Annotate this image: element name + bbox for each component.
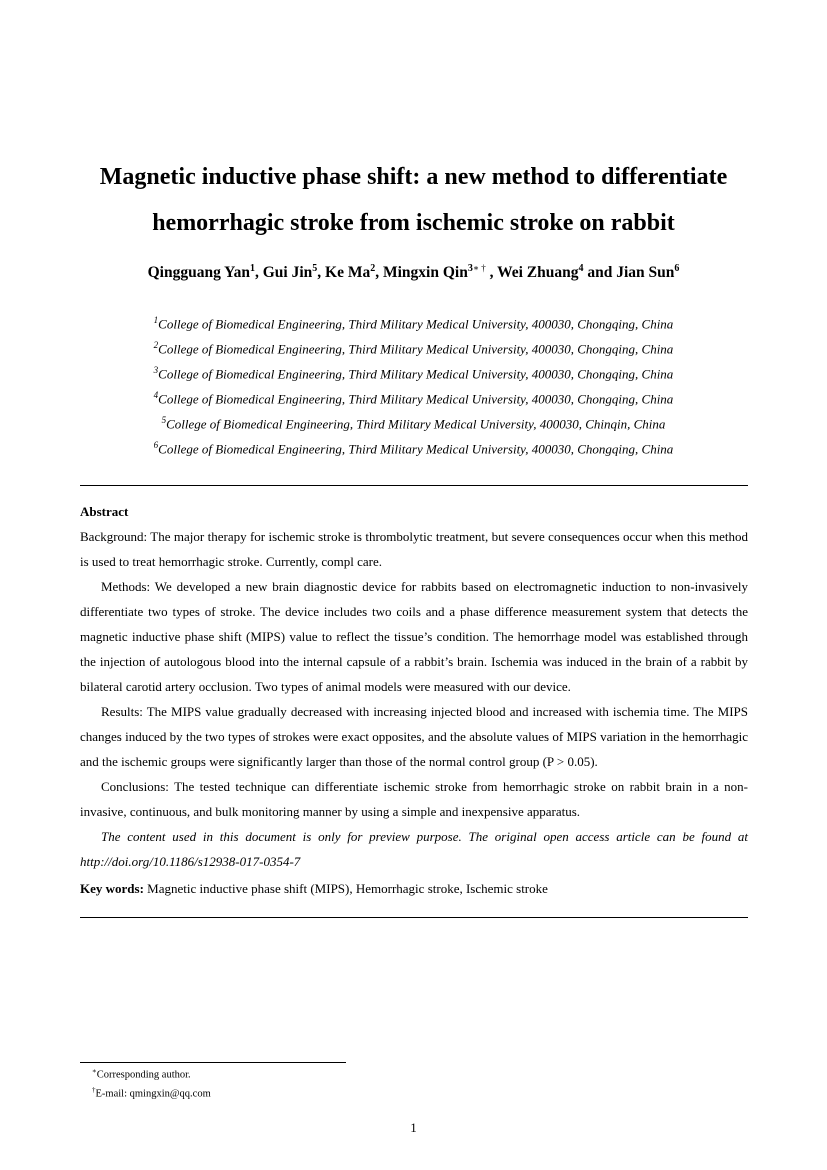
author-separator: , bbox=[375, 264, 383, 282]
affiliation bbox=[60, 436, 767, 461]
author-separator: and bbox=[583, 264, 617, 282]
affiliation-text: College of Biomedical Engineering, Third Military Medical University, 400030, Chinqin, China bbox=[166, 416, 666, 432]
abstract-background: Background: The major therapy for ischemic stroke is thrombolytic treatment, but severe consequences occur when this method is used to treat hemorrhagic stroke. Currently, compl care. bbox=[80, 529, 748, 569]
author-name: Gui Jin bbox=[262, 264, 313, 282]
footnote bbox=[92, 1064, 211, 1083]
author-affiliation-number: 5 bbox=[312, 263, 318, 274]
author-affiliation-number: 6 bbox=[674, 263, 680, 274]
abstract-heading: Abstract bbox=[80, 504, 129, 519]
abstract-top-rule bbox=[80, 485, 748, 486]
author-separator: , bbox=[485, 264, 498, 282]
footnote-text: E-mail: qmingxin@qq.com bbox=[95, 1088, 211, 1099]
footnote-mark: † bbox=[92, 1085, 96, 1094]
author-affiliation-number: 4 bbox=[578, 263, 584, 274]
affiliation-number: 1 bbox=[153, 315, 159, 325]
abstract-conclusions: Conclusions: The tested technique can differentiate ischemic stroke from hemorrhagic stroke on rabbit brain in a non-invasive, continuous, and bulk monitoring manner by using a simple and inexpensive apparatus. bbox=[80, 779, 748, 819]
abstract-section bbox=[80, 499, 748, 901]
affiliation bbox=[60, 386, 767, 411]
affiliation bbox=[60, 311, 767, 336]
footnote bbox=[92, 1083, 211, 1102]
affiliation-number: 2 bbox=[153, 340, 159, 350]
corresponding-author-marks: ∗ † bbox=[472, 263, 486, 273]
affiliation-text: College of Biomedical Engineering, Third Military Medical University, 400030, Chongqing, China bbox=[158, 391, 674, 407]
affiliation-text: College of Biomedical Engineering, Third Military Medical University, 400030, Chongqing, China bbox=[158, 316, 674, 332]
author-separator: , bbox=[254, 264, 263, 282]
author-list bbox=[60, 263, 767, 282]
affiliation-number: 3 bbox=[153, 365, 159, 375]
affiliation-number: 4 bbox=[153, 390, 159, 400]
footnotes bbox=[92, 1064, 211, 1101]
footnote-rule bbox=[80, 1062, 346, 1063]
affiliation-text: College of Biomedical Engineering, Third Military Medical University, 400030, Chongqing, China bbox=[158, 366, 674, 382]
affiliation bbox=[60, 411, 767, 436]
author-name: Qingguang Yan bbox=[147, 264, 250, 282]
footnote-text: Corresponding author. bbox=[96, 1069, 191, 1081]
author-name: Ke Ma bbox=[325, 264, 371, 282]
author-name: Mingxin Qin bbox=[382, 264, 468, 282]
author-affiliation-number: 2 bbox=[370, 263, 376, 274]
abstract-methods: Methods: We developed a new brain diagnostic device for rabbits based on electromagnetic induction to non-invasively differentiate two types of stroke. The device includes two coils and a phase difference measurement system that detects the magnetic inductive phase shift (MIPS) value to reflect the tissue’s condition. The hemorrhage model was established through the injection of autologous blood into the internal capsule of a rabbit’s brain. Ischemia was induced in the brain of a rabbit by bilateral carotid artery occlusion. Two types of animal models were measured with our device. bbox=[80, 579, 748, 694]
keywords-label: Key words: bbox=[80, 881, 144, 896]
keywords-text: Magnetic inductive phase shift (MIPS), Hemorrhagic stroke, Ischemic stroke bbox=[147, 881, 548, 896]
affiliation-text: College of Biomedical Engineering, Third Military Medical University, 400030, Chongqing, China bbox=[158, 341, 674, 357]
preview-notice: The content used in this document is only for preview purpose. The original open access article can be found at http://doi.org/10.1186/s12938-017-0354-7 bbox=[80, 829, 748, 869]
affiliation-list bbox=[60, 311, 767, 461]
page-number: 1 bbox=[410, 1120, 417, 1135]
affiliation bbox=[60, 361, 767, 386]
affiliation bbox=[60, 336, 767, 361]
affiliation-number: 6 bbox=[153, 440, 159, 450]
paper-title-line-1: Magnetic inductive phase shift: a new method to differentiate bbox=[99, 164, 728, 190]
keywords bbox=[80, 876, 748, 901]
author-name: Jian Sun bbox=[616, 264, 675, 282]
affiliation-text: College of Biomedical Engineering, Third Military Medical University, 400030, Chongqing, China bbox=[158, 441, 674, 457]
author-name: Wei Zhuang bbox=[497, 264, 579, 282]
abstract-bottom-rule bbox=[80, 917, 748, 918]
affiliation-number: 5 bbox=[161, 415, 167, 425]
footnote-mark: ∗ bbox=[92, 1067, 97, 1075]
abstract-results: Results: The MIPS value gradually decreased with increasing injected blood and increased with ischemia time. The MIPS changes induced by the two types of strokes were exact opposites, and the absolute values of MIPS variation in the hemorrhagic and the ischemic groups were significantly larger than those of the normal control group (P > 0.05). bbox=[80, 704, 748, 769]
author-affiliation-number: 1 bbox=[249, 263, 255, 274]
author-affiliation-number: 3 bbox=[467, 263, 473, 274]
author-separator: , bbox=[317, 264, 326, 282]
paper-title-line-2: hemorrhagic stroke from ischemic stroke on rabbit bbox=[152, 210, 675, 236]
